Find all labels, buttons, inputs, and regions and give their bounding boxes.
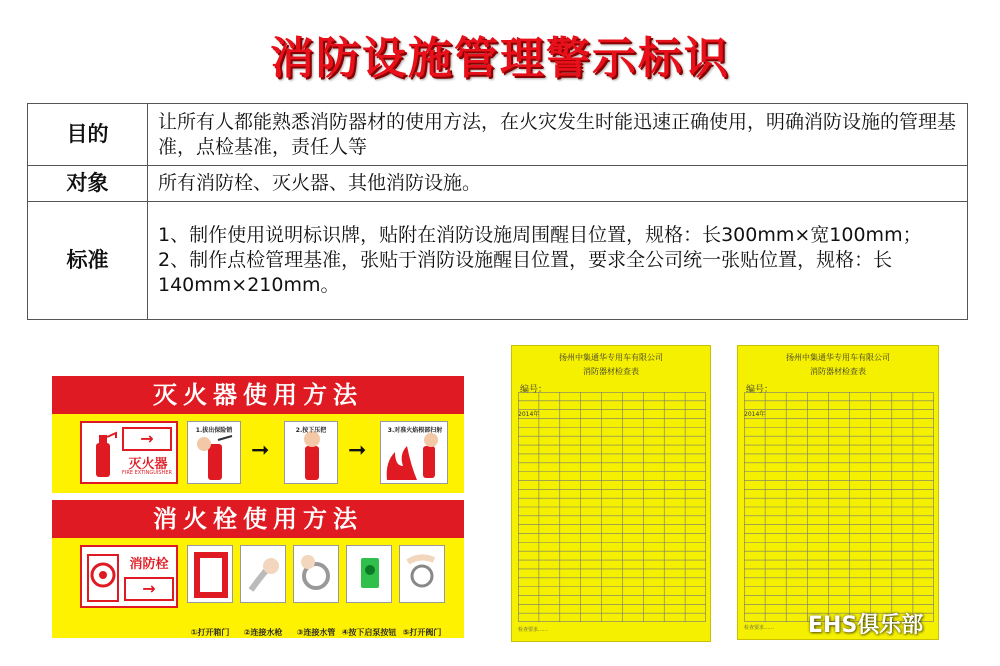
table-row	[28, 202, 968, 320]
form-year: 2014年	[518, 411, 540, 418]
arrow-right-icon: →	[124, 577, 174, 601]
extinguisher-label-en: FIRE EXTINGUISHER	[122, 470, 172, 476]
form-company: 扬州中集通华专用车有限公司	[786, 353, 890, 362]
row-body-object: 所有消防栓、灭火器、其他消防设施。	[148, 166, 968, 202]
step-open-valve	[399, 545, 445, 603]
step-pull-pin	[187, 421, 241, 484]
form-footer: 检查要求……	[518, 627, 549, 633]
arrow-right-icon: ➞	[348, 438, 367, 463]
form-number-label: 编号：	[746, 385, 774, 395]
step-caption: ①打开箱门	[190, 628, 230, 637]
sign-title: 消火栓使用方法	[52, 500, 464, 538]
table-row	[28, 104, 968, 166]
step-press-pump-button	[346, 545, 392, 603]
arrow-right-icon: →	[122, 427, 172, 451]
pump-button-icon	[347, 546, 393, 604]
sign-panel	[52, 538, 464, 638]
standard-line-1: 1、制作使用说明标识牌，贴附在消防设施周围醒目位置，规格：长300mm×宽100mm；	[158, 224, 922, 246]
hydrant-usage-sign	[52, 500, 464, 638]
info-table	[27, 103, 968, 320]
hose-reel-icon	[86, 553, 120, 603]
step-connect-hose	[293, 545, 339, 603]
standard-line-2: 2、制作点检管理基准，张贴于消防设施醒目位置，要求全公司统一张贴位置，规格：长140mm×210mm。	[158, 249, 893, 296]
step-caption: 3.对准火焰根部扫射	[387, 427, 443, 434]
row-body-purpose: 让所有人都能熟悉消防器材的使用方法，在火灾发生时能迅速正确使用，明确消防设施的管理基准，点检基准，责任人等	[148, 104, 968, 166]
row-body-standard	[148, 202, 968, 320]
valve-icon	[400, 546, 446, 604]
extinguisher-label: 灭火器	[128, 457, 168, 472]
form-number-label: 编号：	[520, 385, 548, 395]
sign-panel	[52, 414, 464, 493]
extinguisher-icon	[88, 429, 118, 479]
row-head-object: 对象	[28, 166, 148, 202]
form-subtitle: 消防器材检查表	[583, 367, 639, 376]
step-aim-fire	[380, 421, 448, 484]
row-head-standard: 标准	[28, 202, 148, 320]
step-caption: 2.按下压把	[295, 427, 327, 434]
step-connect-nozzle	[240, 545, 286, 603]
form-year: 2014年	[744, 411, 766, 418]
cabinet-door-icon	[188, 546, 234, 604]
inspection-form-1	[511, 345, 711, 642]
hose-icon	[294, 546, 340, 604]
extinguisher-label-box	[80, 421, 178, 484]
step-open-door	[187, 545, 233, 603]
watermark: EHS俱乐部	[808, 613, 924, 638]
arrow-right-icon: ➞	[251, 438, 270, 463]
step-caption: ④按下启泵按钮	[341, 628, 397, 637]
form-grid	[518, 392, 706, 622]
step-caption: 1.拔出保险销	[195, 427, 233, 434]
form-footer: 检查要求……	[744, 625, 775, 631]
step-caption: ⑤打开阀门	[402, 628, 442, 637]
table-row	[28, 166, 968, 202]
hydrant-label-box	[80, 545, 178, 608]
row-head-purpose: 目的	[28, 104, 148, 166]
extinguisher-usage-sign	[52, 376, 464, 493]
step-caption: ③连接水管	[296, 628, 336, 637]
page-title: 消防设施管理警示标识	[270, 33, 730, 84]
form-grid	[744, 392, 934, 622]
form-company: 扬州中集通华专用车有限公司	[559, 353, 663, 362]
hydrant-label: 消防栓	[129, 557, 169, 572]
sign-title: 灭火器使用方法	[52, 376, 464, 414]
nozzle-icon	[241, 546, 287, 604]
inspection-form-2	[737, 345, 939, 640]
step-caption: ②连接水枪	[243, 628, 283, 637]
form-subtitle: 消防器材检查表	[810, 367, 866, 376]
step-press-handle	[284, 421, 338, 484]
